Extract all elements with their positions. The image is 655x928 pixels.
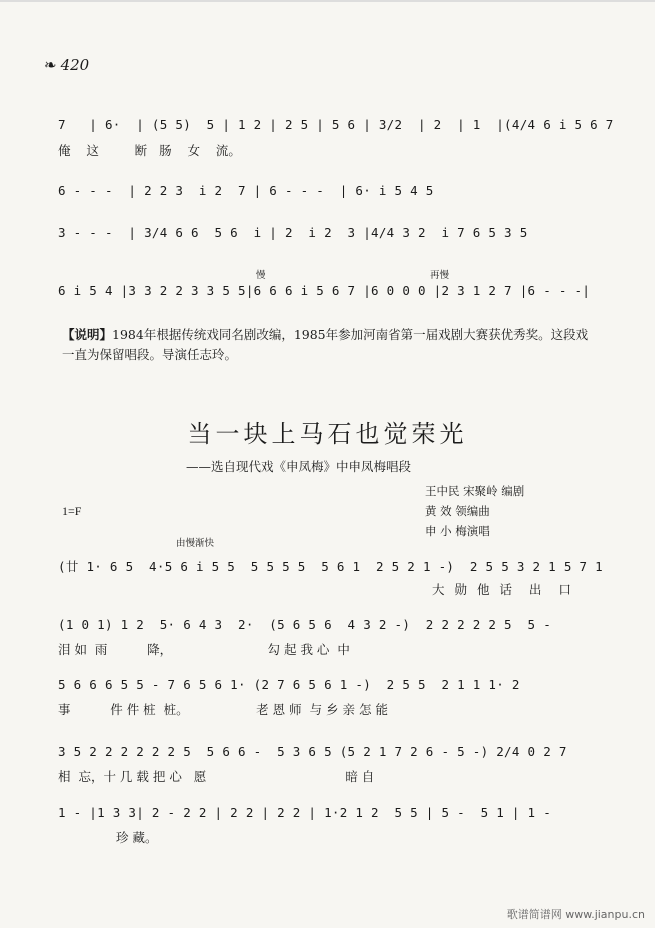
song-title: 当一块上马石也觉荣光 bbox=[187, 420, 468, 448]
tempo-marking: 由慢渐快 bbox=[176, 538, 215, 549]
page-number-text: 420 bbox=[60, 56, 90, 74]
song-score-row-1: (廿 1· 6 5 4·5 6 i 5 5 5 5 5 5 5 6 1 2 5 2 1 -) 2 5 5 3 2 1 5 7 1 bbox=[58, 559, 603, 574]
lyric-row-1: 俺 这 断 肠 女 流。 bbox=[58, 143, 241, 158]
key-signature: 1=F bbox=[62, 504, 82, 518]
explanation-text: 1984年根据传统戏同名剧改编，1985年参加河南省第一届戏剧大赛获优秀奖。这段戏一直为保留唱段。导演任志玲。 bbox=[62, 327, 589, 362]
explanation-tag: 【说明】 bbox=[62, 327, 113, 342]
song-score-row-4: 3 5 2 2 2 2 2 2 5 5 6 6 - 5 3 6 5 (5 2 1 7 2 6 - 5 -) 2/4 0 2 7 bbox=[58, 744, 567, 759]
page-number bbox=[44, 56, 89, 74]
page-top-rule bbox=[0, 0, 655, 2]
credits-block bbox=[425, 481, 565, 541]
song-lyric-row-2: 泪 如 雨 降， 勾 起 我 心 中 bbox=[58, 642, 350, 657]
song-lyric-row-5: 珍 藏。 bbox=[116, 830, 158, 845]
song-score-row-3: 5 6 6 6 5 5 - 7 6 5 6 1· (2 7 6 5 6 1 -) 2 5 5 2 1 1 1· 2 bbox=[58, 677, 520, 692]
song-lyric-row-3: 事 件 件 桩 桩。 老 恩 师 与 乡 亲 怎 能 bbox=[58, 702, 388, 717]
song-lyric-row-1: 大 勋 他 话 出 口 bbox=[432, 582, 574, 597]
song-score-row-5: 1 - |1 3 3| 2 - 2 2 | 2 2 | 2 2 | 1·2 1 2 5 5 | 5 - 5 1 | 1 - bbox=[58, 805, 552, 820]
watermark: 歌谱简谱网 www.jianpu.cn bbox=[506, 908, 645, 921]
page-ornament-icon: ❧ bbox=[44, 56, 57, 74]
score-row-3: 3 - - - | 3/4 6 6 5 6 i | 2 i 2 3 |4/4 3 2 i 7 6 5 3 5 bbox=[58, 225, 528, 240]
credit-line-arranger: 黄 效 领编曲 bbox=[425, 504, 490, 518]
score-row-1: 7 | 6· | (5 5) 5 | 1 2 | 2 5 | 5 6 | 3/2 | 2 | 1 |(4/4 6 i 5 6 7 bbox=[58, 117, 614, 132]
score-row-2: 6 - - - | 2 2 3 i 2 7 | 6 - - - | 6· i 5 4 5 bbox=[58, 183, 434, 198]
credit-line-writers: 王中民 宋聚岭 编剧 bbox=[425, 484, 525, 498]
tempo-mark-slower: 再慢 bbox=[430, 270, 450, 281]
tempo-mark-slow: 慢 bbox=[256, 270, 266, 281]
score-row-4: 6 i 5 4 |3 3 2 2 3 3 5 5|6 6 6 i 5 6 7 |6 0 0 0 |2 3 1 2 7 |6 - - -| bbox=[58, 283, 591, 298]
credit-line-singer: 申 小 梅演唱 bbox=[425, 524, 490, 538]
explanation-note bbox=[62, 325, 592, 365]
song-subtitle: ——选自现代戏《申凤梅》中申凤梅唱段 bbox=[186, 459, 412, 474]
song-lyric-row-4: 相 忘，十 几 载 把 心 愿 暗 自 bbox=[58, 769, 375, 784]
song-score-row-2: (1 0 1) 1 2 5· 6 4 3 2· (5 6 5 6 4 3 2 -) 2 2 2 2 2 5 5 - bbox=[58, 617, 552, 632]
